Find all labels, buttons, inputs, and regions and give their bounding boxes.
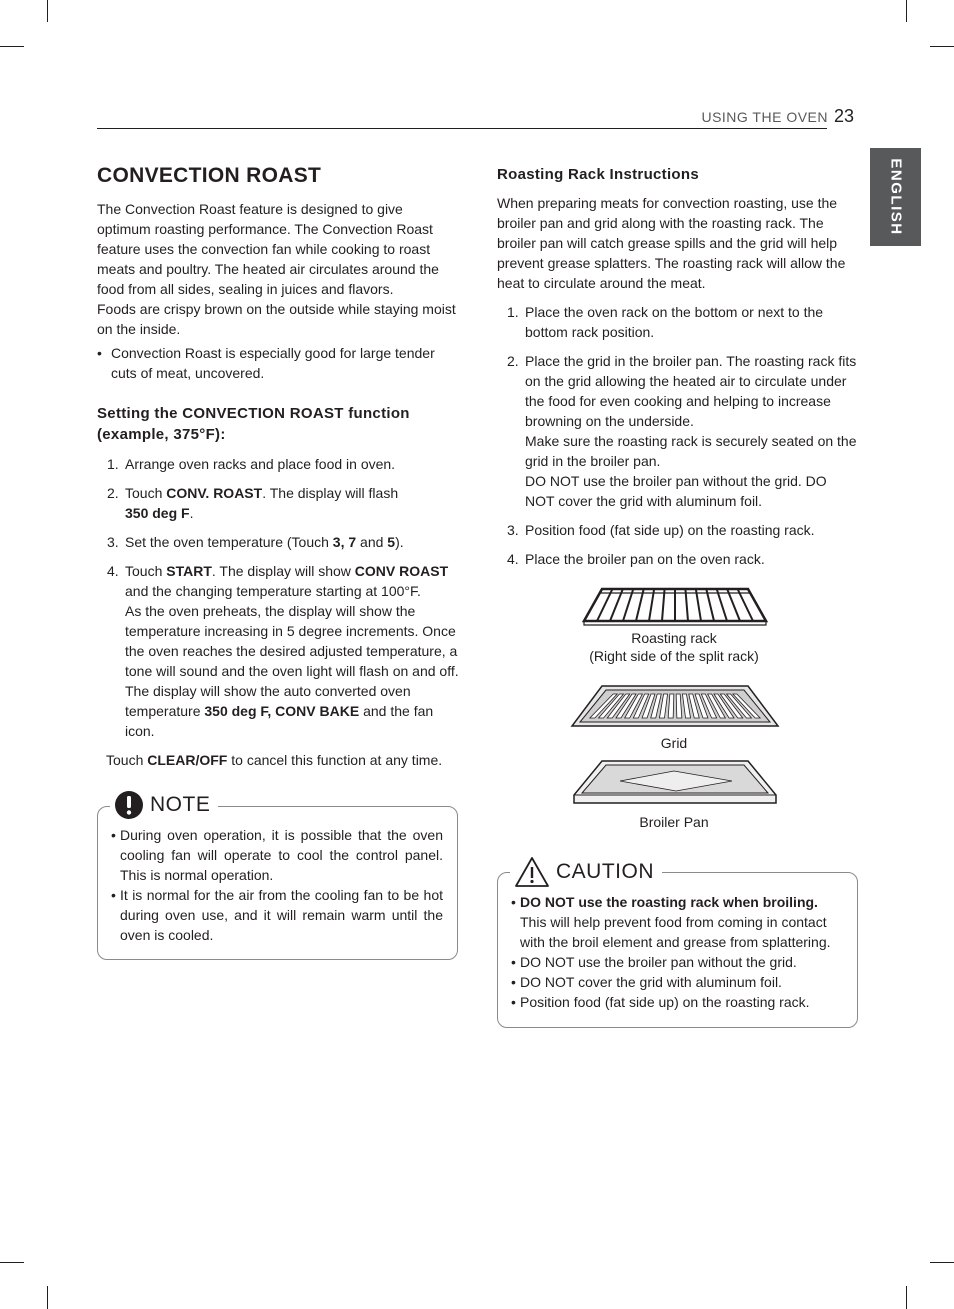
note-box — [97, 806, 458, 960]
caution-list — [511, 892, 847, 1012]
section-title: CONVECTION ROAST — [97, 164, 322, 187]
broiler-pan-caption: Broiler Pan — [639, 814, 709, 830]
crop-mark — [0, 1262, 24, 1263]
note-item-text: During oven operation, it is possible that the oven cooling fan will operate to cool the control panel. This is normal operation. — [120, 827, 443, 883]
step-number-cell — [497, 351, 525, 511]
step-item — [97, 532, 459, 552]
caution-item-bold: DO NOT use the roasting rack when broiling. — [520, 894, 818, 910]
step-body — [525, 351, 859, 511]
rack-steps-list — [497, 302, 859, 569]
caution-item-text: DO NOT cover the grid with aluminum foil. — [520, 974, 782, 990]
rack-intro: When preparing meats for convection roasting, use the broiler pan and grid along with the roasting rack. The broiler pan will catch grease spills and the grid will help prevent grease splatters. The roasting rack will allow the heat to circulate around the meat. — [497, 195, 846, 291]
caution-item: • DO NOT use the broiler pan without the grid. — [511, 954, 797, 970]
step-text: Make sure the roasting rack is securely seated on the grid in the broiler pan. — [525, 433, 857, 469]
note-item: • During oven operation, it is possible that the oven cooling fan will operate to cool the control panel. This is normal operation. — [111, 827, 443, 883]
step-text: As the oven preheats, the display will show the temperature increasing in 5 degree increments. Once the oven reaches the desired adjusted temperature, a tone will sound and the oven light will flash on and off. The display will show the auto converted oven temperature — [125, 603, 459, 719]
bullet-dot: • — [97, 345, 102, 361]
rack-step-item — [497, 351, 859, 511]
step-text: . The display will show — [211, 563, 355, 579]
step-text: Set the oven temperature (Touch — [125, 534, 333, 550]
caution-label-text: CAUTION — [556, 860, 654, 883]
intro-paragraph: The Convection Roast feature is designed to give optimum roasting performance. The Convection Roast feature uses the convection fan while cooking to roast meats and poultry. The heated air circulates around the food from all sides, sealing in juices and flavors. — [97, 201, 439, 297]
warning-triangle-icon — [514, 856, 550, 888]
grid-illustration — [570, 684, 780, 730]
step-text: Touch — [125, 485, 167, 501]
crop-mark — [930, 1262, 954, 1263]
setting-heading: Setting the CONVECTION ROAST function (example, 375°F): — [97, 405, 410, 443]
step-number-cell — [97, 561, 125, 741]
caution-item: • DO NOT use the roasting rack when broiling. This will help prevent food from coming in contact with the broil element and grease from splattering. — [511, 894, 831, 950]
step-text: Position food (fat side up) on the roasting rack. — [525, 522, 815, 538]
step-body — [525, 549, 859, 569]
step-number: 3. — [507, 522, 519, 538]
step-number-cell — [497, 302, 525, 342]
step-item — [97, 483, 459, 523]
step-text: Place the oven rack on the bottom or next to the bottom rack position. — [525, 304, 824, 340]
roasting-rack-caption-line: Roasting rack — [631, 630, 717, 646]
step-text: . — [189, 505, 194, 521]
step-text: and the changing temperature starting at 100°F. — [125, 583, 421, 599]
step-text: . The display will flash — [262, 485, 399, 501]
emphasis-text: 3, 7 — [332, 534, 357, 550]
broiler-pan-illustration — [572, 759, 778, 809]
step-body — [525, 302, 859, 342]
step-text: Touch — [106, 752, 148, 768]
language-tab-label: ENGLISH — [887, 158, 904, 236]
note-list — [111, 825, 443, 945]
intro-paragraph: Foods are crispy brown on the outside while staying moist on the inside. — [97, 301, 456, 337]
note-item: • It is normal for the air from the cooling fan to be hot during oven use, and it will remain warm until the oven is cooled. — [111, 887, 443, 943]
step-text: ). — [395, 534, 404, 550]
step-number-cell — [497, 520, 525, 540]
header-rule — [97, 128, 827, 129]
step-number: 4. — [107, 563, 119, 579]
right-column — [497, 164, 859, 569]
emphasis-text: 5 — [387, 534, 396, 550]
grid-caption: Grid — [660, 735, 688, 751]
emphasis-text: 350 deg F, CONV BAKE — [204, 703, 360, 719]
caution-box — [497, 872, 858, 1028]
caution-item-text: This will help prevent food from coming in contact with the broil element and grease from splattering. — [520, 914, 831, 950]
rack-step-item — [497, 302, 859, 342]
step-text: Arrange oven racks and place food in oven. — [125, 456, 396, 472]
bullet-item — [97, 343, 459, 383]
exclamation-icon — [114, 790, 144, 820]
step-text: Touch — [125, 563, 167, 579]
caution-item: • Position food (fat side up) on the roasting rack. — [511, 994, 810, 1010]
running-title: USING THE OVEN — [701, 109, 828, 125]
emphasis-text: CLEAR/OFF — [147, 752, 228, 768]
rack-step-item — [497, 520, 859, 540]
step-text: and the fan icon. — [125, 703, 434, 739]
step-number: 3. — [107, 534, 119, 550]
step-number-cell — [97, 454, 125, 474]
crop-mark — [47, 0, 48, 22]
step-body — [525, 520, 859, 540]
crop-mark — [930, 46, 954, 47]
emphasis-text: CONV ROAST — [354, 563, 449, 579]
crop-mark — [0, 46, 24, 47]
step-number-cell — [497, 549, 525, 569]
cancel-instruction — [97, 750, 459, 770]
note-item-text: It is normal for the air from the cooling fan to be hot during oven use, and it will remain warm until the oven is cooled. — [120, 887, 443, 943]
bullet-text: Convection Roast is especially good for large tender cuts of meat, uncovered. — [111, 345, 435, 381]
crop-mark — [906, 1286, 907, 1309]
step-body — [125, 454, 459, 474]
steps-list — [97, 454, 459, 741]
step-text: Place the grid in the broiler pan. The roasting rack fits on the grid allowing the heated air to circulate under the food for even cooking and helping to increase browning on the underside. — [525, 353, 857, 429]
step-item — [97, 454, 459, 474]
step-number: 1. — [507, 304, 519, 320]
roasting-rack-caption-line: (Right side of the split rack) — [589, 648, 759, 664]
step-number-cell — [97, 532, 125, 552]
step-text: DO NOT use the broiler pan without the grid. DO NOT cover the grid with aluminum foil. — [525, 473, 827, 509]
crop-mark — [906, 0, 907, 22]
note-label — [110, 790, 218, 820]
caution-label — [510, 856, 662, 888]
step-text: Place the broiler pan on the oven rack. — [525, 551, 765, 567]
step-body — [125, 532, 459, 552]
note-label-text: NOTE — [150, 793, 211, 816]
step-number: 1. — [107, 456, 119, 472]
step-number: 2. — [107, 485, 119, 501]
step-text: to cancel this function at any time. — [227, 752, 443, 768]
step-body — [125, 561, 459, 741]
step-text: and — [356, 534, 388, 550]
crop-mark — [47, 1286, 48, 1309]
step-body — [125, 483, 459, 523]
rack-heading: Roasting Rack Instructions — [497, 166, 700, 183]
caution-item: • DO NOT cover the grid with aluminum foil. — [511, 974, 782, 990]
step-number-cell — [97, 483, 125, 523]
step-number: 4. — [507, 551, 519, 567]
roasting-rack-illustration — [580, 585, 770, 627]
language-tab — [870, 148, 921, 246]
page-number: 23 — [834, 106, 855, 126]
emphasis-text: 350 deg F — [125, 505, 190, 521]
step-number: 2. — [507, 353, 519, 369]
step-item — [97, 561, 459, 741]
caution-item-text: DO NOT use the broiler pan without the grid. — [520, 954, 797, 970]
left-column — [97, 164, 459, 770]
emphasis-text: START — [166, 563, 212, 579]
rack-step-item — [497, 549, 859, 569]
roasting-rack-caption — [574, 629, 774, 665]
caution-item-text: Position food (fat side up) on the roasting rack. — [520, 994, 810, 1010]
emphasis-text: CONV. ROAST — [166, 485, 263, 501]
